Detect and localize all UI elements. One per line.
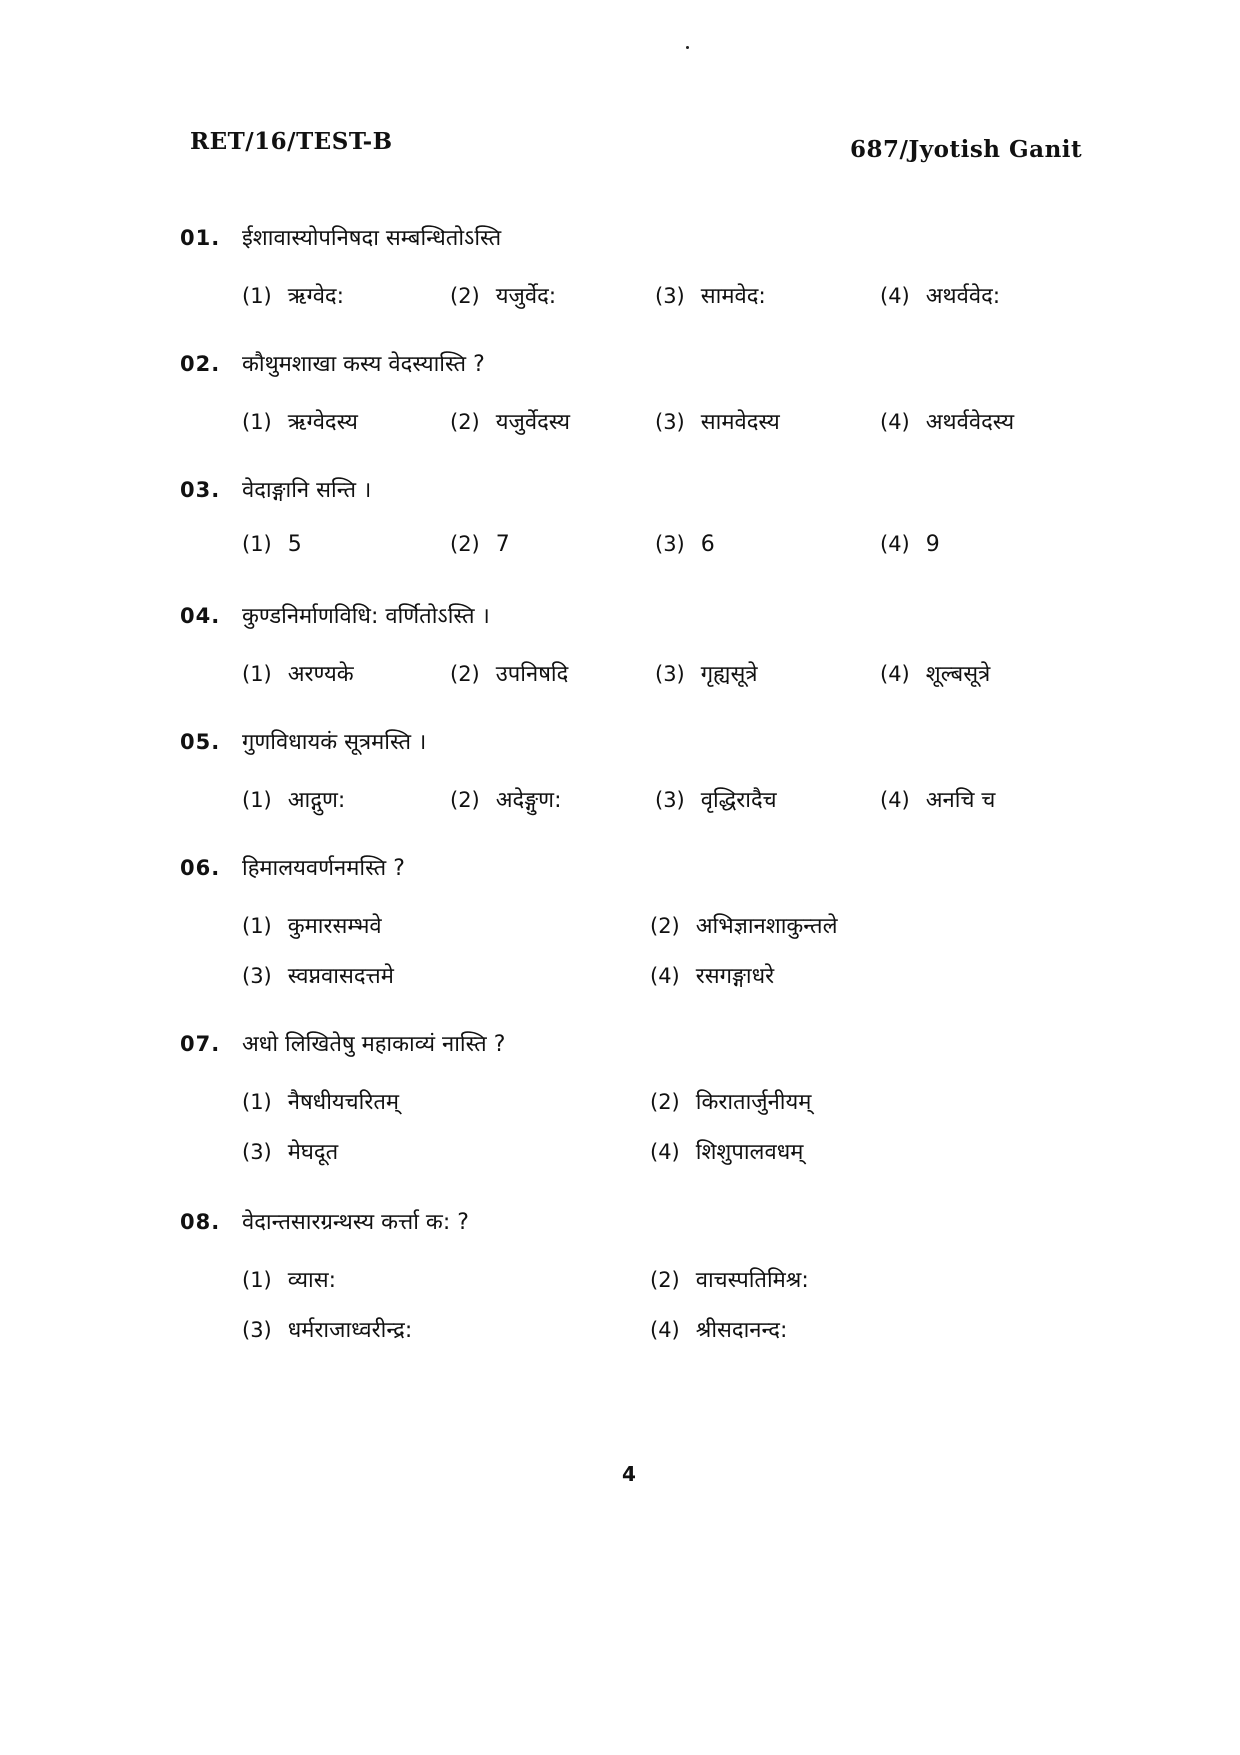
option-text: अथर्ववेद: [925, 284, 1001, 309]
question-4 [180, 600, 1110, 702]
option-number: (2) [650, 1090, 680, 1114]
option-number: (1) [242, 532, 272, 556]
option-number: (1) [242, 1090, 272, 1114]
question-number: 05. [180, 730, 221, 754]
option-number: (3) [655, 410, 685, 434]
option-text: धर्मराजाध्वरीन्द्र: [287, 1318, 413, 1343]
question-3 [180, 474, 1110, 576]
option-number: (3) [655, 284, 685, 308]
question-number: 04. [180, 604, 221, 628]
option-text: आद्गुण: [287, 788, 346, 813]
question-number: 03. [180, 478, 221, 502]
option-number: (4) [880, 532, 910, 556]
option-3 [655, 658, 757, 688]
option-number: (3) [242, 1140, 272, 1164]
question-7 [180, 1028, 1110, 1182]
question-text: कुण्डनिर्माणविधि: वर्णितोऽस्ति । [242, 604, 490, 629]
option-1 [242, 280, 344, 310]
test-code-header: RET/16/TEST-B [190, 128, 393, 155]
option-text: मेघदूत [287, 1140, 339, 1165]
option-2 [650, 1264, 809, 1294]
option-2 [450, 784, 561, 814]
option-1 [242, 658, 354, 688]
question-5 [180, 726, 1110, 828]
question-text: वेदान्तसारग्रन्थस्य कर्त्ता क: ? [242, 1210, 469, 1235]
option-number: (4) [880, 410, 910, 434]
option-3 [655, 784, 777, 814]
question-number: 06. [180, 856, 221, 880]
option-number: (2) [450, 410, 480, 434]
question-text: गुणविधायकं सूत्रमस्ति । [242, 730, 427, 755]
option-3 [242, 1314, 412, 1344]
option-1 [242, 406, 358, 436]
option-number: (4) [880, 662, 910, 686]
question-text: हिमालयवर्णनमस्ति ? [242, 856, 405, 881]
option-text: ऋग्वेद: [287, 284, 345, 309]
option-4 [880, 406, 1014, 436]
option-number: (3) [655, 788, 685, 812]
option-number: (3) [242, 964, 272, 988]
option-text: सामवेदस्य [700, 410, 780, 435]
option-text: 5 [287, 532, 302, 557]
option-3 [242, 1136, 338, 1166]
question-6 [180, 852, 1110, 1006]
option-number: (4) [880, 284, 910, 308]
option-text: 9 [925, 532, 940, 557]
subject-header: 687/Jyotish Ganit [850, 136, 1083, 163]
option-text: श्रीसदानन्द: [695, 1318, 788, 1343]
option-text: किरातार्जुनीयम् [695, 1090, 812, 1115]
option-number: (1) [242, 914, 272, 938]
option-4 [650, 1314, 787, 1344]
option-4 [880, 658, 990, 688]
question-text: वेदाङ्गानि सन्ति । [242, 478, 372, 503]
option-2 [450, 406, 570, 436]
option-1 [242, 1086, 399, 1116]
option-3 [242, 960, 394, 990]
option-2 [650, 910, 838, 940]
option-text: 7 [495, 532, 510, 557]
option-text: अरण्यके [287, 662, 354, 687]
scan-speck [686, 46, 689, 49]
option-number: (3) [655, 662, 685, 686]
option-number: (1) [242, 788, 272, 812]
option-2 [450, 658, 568, 688]
option-number: (3) [655, 532, 685, 556]
option-1 [242, 532, 302, 557]
option-3 [655, 406, 780, 436]
option-text: स्वप्नवासदत्तमे [287, 964, 394, 989]
option-text: अदेङ्गुण: [495, 788, 562, 813]
option-text: अभिज्ञानशाकुन्तले [695, 914, 838, 939]
option-1 [242, 784, 345, 814]
option-1 [242, 910, 382, 940]
option-3 [655, 532, 715, 557]
option-number: (2) [450, 662, 480, 686]
question-text: कौथुमशाखा कस्य वेदस्यास्ति ? [242, 352, 485, 377]
option-number: (2) [650, 914, 680, 938]
option-2 [450, 280, 556, 310]
question-number: 02. [180, 352, 221, 376]
option-number: (2) [450, 284, 480, 308]
option-2 [650, 1086, 811, 1116]
option-number: (4) [650, 964, 680, 988]
option-3 [655, 280, 766, 310]
option-number: (1) [242, 662, 272, 686]
option-text: वाचस्पतिमिश्र: [695, 1268, 809, 1293]
option-2 [450, 532, 510, 557]
question-number: 07. [180, 1032, 221, 1056]
option-number: (4) [650, 1318, 680, 1342]
option-4 [650, 1136, 803, 1166]
option-text: व्यास: [287, 1268, 337, 1293]
option-number: (4) [880, 788, 910, 812]
option-number: (3) [242, 1318, 272, 1342]
option-number: (2) [450, 788, 480, 812]
question-number: 08. [180, 1210, 221, 1234]
question-text: अधो लिखितेषु महाकाव्यं नास्ति ? [242, 1032, 506, 1057]
option-text: उपनिषदि [495, 662, 569, 687]
option-4 [880, 280, 1000, 310]
option-text: 6 [700, 532, 715, 557]
option-number: (2) [650, 1268, 680, 1292]
page-number: 4 [622, 1462, 636, 1486]
option-text: अनचि च [925, 788, 996, 813]
option-text: वृद्धिरादैच [700, 788, 777, 813]
option-text: शूल्बसूत्रे [925, 662, 991, 687]
question-2 [180, 348, 1110, 450]
option-text: सामवेद: [700, 284, 766, 309]
option-4 [650, 960, 774, 990]
option-text: शिशुपालवधम् [695, 1140, 804, 1165]
option-text: नैषधीयचरितम् [287, 1090, 400, 1115]
option-text: ऋग्वेदस्य [287, 410, 358, 435]
option-number: (1) [242, 1268, 272, 1292]
option-number: (1) [242, 284, 272, 308]
question-number: 01. [180, 226, 221, 250]
option-number: (2) [450, 532, 480, 556]
option-4 [880, 532, 940, 557]
question-text: ईशावास्योपनिषदा सम्बन्धितोऽस्ति [242, 226, 502, 251]
option-text: यजुर्वेदस्य [495, 410, 571, 435]
option-number: (4) [650, 1140, 680, 1164]
option-text: रसगङ्गाधरे [695, 964, 775, 989]
option-text: गृह्यसूत्रे [700, 662, 758, 687]
question-8 [180, 1206, 1110, 1360]
option-text: अथर्ववेदस्य [925, 410, 1015, 435]
option-text: कुमारसम्भवे [287, 914, 382, 939]
question-1 [180, 222, 1110, 324]
option-1 [242, 1264, 336, 1294]
option-number: (1) [242, 410, 272, 434]
option-text: यजुर्वेद: [495, 284, 557, 309]
option-4 [880, 784, 995, 814]
